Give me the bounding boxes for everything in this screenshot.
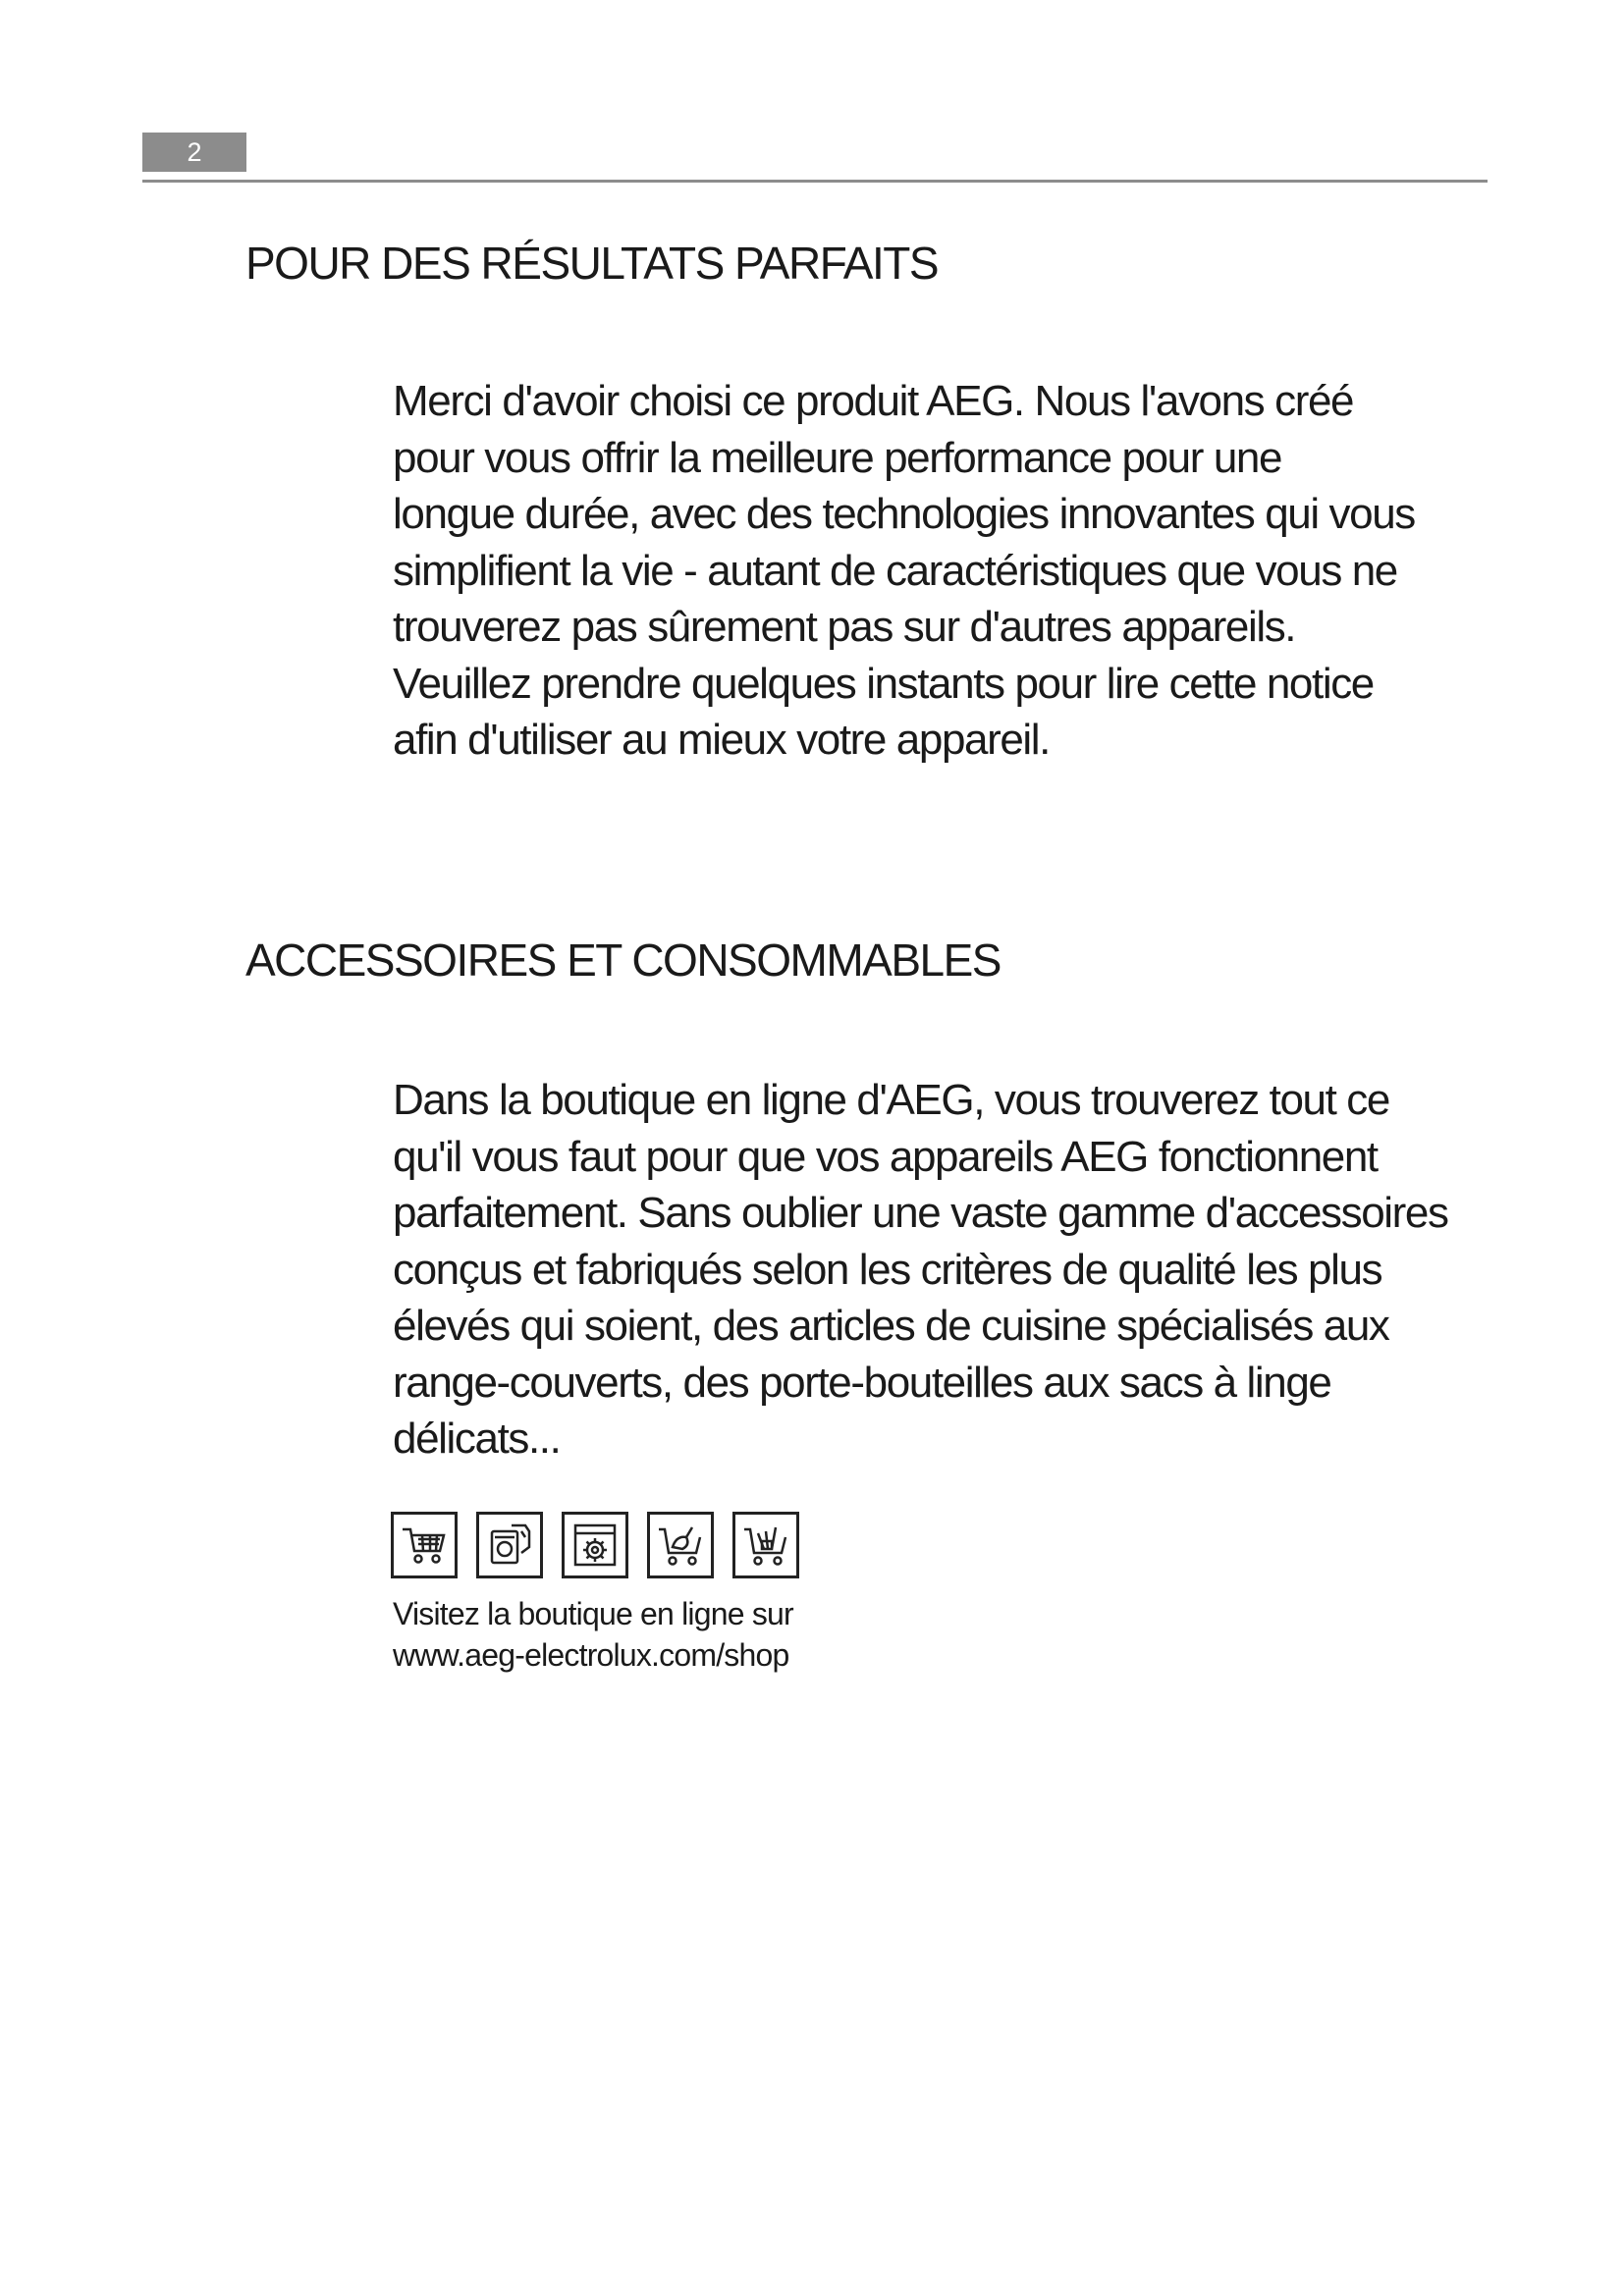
section-title-results: POUR DES RÉSULTATS PARFAITS <box>245 238 939 289</box>
body-line: range-couverts, des porte-bouteilles aux sacs à linge <box>393 1358 1331 1407</box>
body-line: afin d'utiliser au mieux votre appareil. <box>393 716 1050 764</box>
shopping-cart-icon <box>391 1512 458 1578</box>
body-line: conçus et fabriqués selon les critères de qualité les plus <box>393 1245 1382 1294</box>
section-body-results <box>393 373 1502 769</box>
shop-url: www.aeg-electrolux.com/shop <box>393 1637 789 1673</box>
body-line: trouverez pas sûrement pas sur d'autres appareils. <box>393 603 1296 651</box>
section-title-accessories: ACCESSOIRES ET CONSOMMABLES <box>245 934 1001 986</box>
body-line: simplifient la vie - autant de caractéristiques que vous ne <box>393 546 1397 595</box>
section-body-accessories <box>393 1072 1502 1468</box>
shop-icons <box>391 1512 799 1578</box>
body-line: parfaitement. Sans oublier une vaste gamme d'accessoires <box>393 1189 1448 1237</box>
appliance-gear-icon <box>562 1512 628 1578</box>
body-line: Merci d'avoir choisi ce produit AEG. Nous l'avons créé <box>393 377 1354 425</box>
appliance-parts-icon <box>476 1512 543 1578</box>
body-line: élevés qui soient, des articles de cuisine spécialisés aux <box>393 1302 1389 1350</box>
body-line: Dans la boutique en ligne d'AEG, vous trouverez tout ce <box>393 1076 1389 1124</box>
header-rule <box>142 180 1488 183</box>
body-line: qu'il vous faut pour que vos appareils AEG fonctionnent <box>393 1132 1378 1181</box>
body-line: délicats... <box>393 1415 561 1463</box>
shop-caption <box>393 1593 793 1676</box>
body-line: pour vous offrir la meilleure performance pour une <box>393 433 1282 482</box>
page-number: 2 <box>142 133 246 172</box>
body-line: Veuillez prendre quelques instants pour lire cette notice <box>393 659 1374 708</box>
cart-kitchen-icon <box>647 1512 714 1578</box>
cart-care-icon <box>732 1512 799 1578</box>
body-line: longue durée, avec des technologies innovantes qui vous <box>393 490 1415 538</box>
shop-caption-line: Visitez la boutique en ligne sur <box>393 1596 793 1631</box>
